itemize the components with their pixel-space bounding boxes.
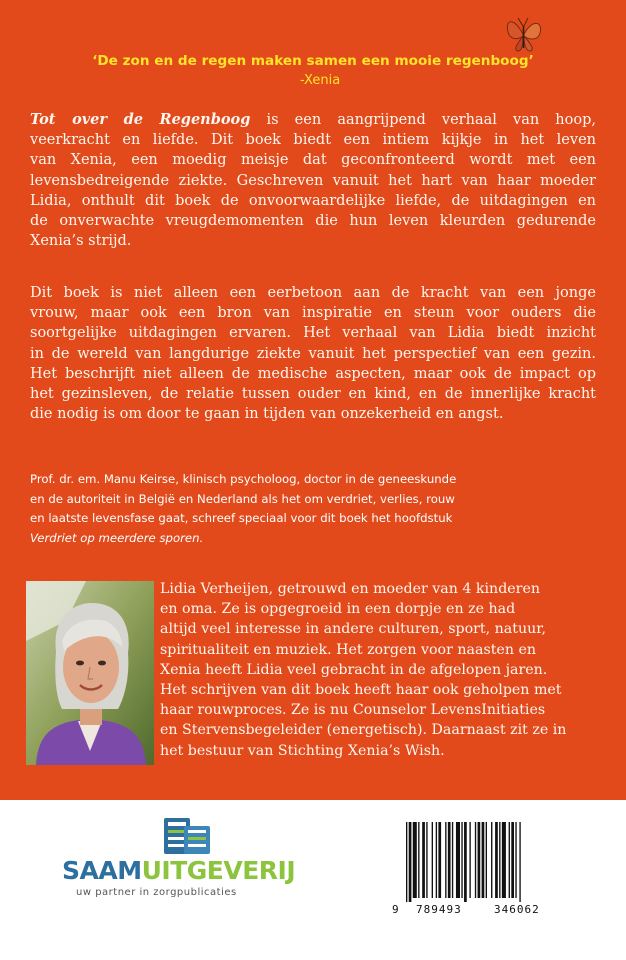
barcode-bar bbox=[422, 822, 425, 898]
intro-line: Lidia, onthult dit boek de onvoorwaardelijke liefde, de uitdagingen en bbox=[30, 192, 596, 209]
barcode-bar bbox=[426, 822, 427, 898]
barcode-bar bbox=[469, 822, 470, 898]
bio-line: haar rouwproces. Ze is nu Counselor LevensInitiaties bbox=[160, 702, 546, 719]
bio-line: Het schrijven van dit boek heeft haar ook geholpen met bbox=[160, 682, 562, 699]
intro-line: van Xenia, een moedig meisje dat geconfronteerd wordt met een bbox=[30, 152, 596, 169]
barcode-bar bbox=[482, 822, 485, 898]
bio-line: Lidia Verheijen, getrouwd en moeder van 4 kinderen bbox=[160, 581, 540, 597]
barcode-bar bbox=[475, 822, 476, 898]
barcode-bar bbox=[464, 822, 467, 902]
author-bio bbox=[160, 579, 600, 761]
barcode-bar bbox=[491, 822, 492, 898]
bio-line: het bestuur van Stichting Xenia’s Wish. bbox=[160, 742, 445, 759]
barcode-bar bbox=[409, 822, 412, 902]
paragraph-line: soortgelijke uitdagingen ervaren. Het verhaal van Lidia biedt inzicht bbox=[30, 325, 596, 342]
paragraph-line: vrouw, maar ook een bron van inspiratie en steun voor ouders die bbox=[30, 305, 596, 322]
paragraph-line: Dit boek is niet alleen een eerbetoon aan de kracht van een jonge bbox=[30, 285, 596, 301]
barcode-bar bbox=[452, 822, 453, 898]
barcode-bar bbox=[445, 822, 446, 898]
intro-paragraph bbox=[30, 110, 596, 251]
books-logo-icon bbox=[162, 816, 212, 856]
bio-line: en Stervensbegeleider (energetisch). Daarnaast zit ze in bbox=[160, 722, 567, 739]
intro-line: Xenia’s strijd. bbox=[30, 233, 132, 250]
bio-line: Xenia heeft Lidia veel gebracht in de afgelopen jaren. bbox=[160, 661, 548, 678]
intro-line: Tot over de Regenboog is een aangrijpend verhaal van hoop, bbox=[30, 111, 596, 128]
intro-line: veerkracht en liefde. Dit boek biedt een intiem kijkje in het leven bbox=[30, 132, 596, 149]
barcode-bar bbox=[495, 822, 498, 898]
barcode-bar bbox=[499, 822, 500, 898]
note-line: en de autoriteit in België en Nederland als het om verdriet, verlies, rouw bbox=[30, 491, 455, 506]
barcode-bar bbox=[406, 822, 407, 902]
barcode-bar bbox=[436, 822, 437, 898]
intro-line: levensbedreigende ziekte. Geschreven vanuit het hart van haar moeder bbox=[30, 172, 596, 189]
bio-line: en oma. Ze is opgegroeid in een dorpje en ze had bbox=[160, 601, 516, 618]
paragraph-line: die nodig is om door te gaan in tijden van onzekerheid en angst. bbox=[30, 406, 504, 423]
barcode-bar bbox=[486, 822, 487, 898]
note-line: Prof. dr. em. Manu Keirse, klinisch psycholoog, doctor in de geneeskunde bbox=[30, 472, 457, 486]
keirse-note bbox=[30, 470, 596, 548]
barcode-bar bbox=[448, 822, 451, 898]
barcode-bar bbox=[509, 822, 510, 898]
intro-line: de onverwachte vreugdemomenten die hun leven kleurden gedurende bbox=[30, 213, 596, 230]
paragraph-line: het gezinsleven, de relatie tussen ouder en kind, en de innerlijke kracht bbox=[30, 386, 596, 403]
bio-line: spiritualiteit en muziek. Het zorgen voor naasten en bbox=[160, 641, 537, 658]
barcode-bar bbox=[456, 822, 460, 898]
paragraph-line: Het beschrijft niet alleen de medische aspecten, maar ook de impact op bbox=[30, 365, 596, 382]
isbn-barcode bbox=[392, 822, 560, 902]
barcode-bar bbox=[461, 822, 462, 898]
butterfly-icon bbox=[503, 14, 545, 54]
barcode-bar bbox=[519, 822, 520, 902]
second-paragraph bbox=[30, 283, 596, 424]
barcode-bar bbox=[502, 822, 506, 898]
paragraph-line: in de wereld van langdurige ziekte vanuit het perspectief van een gezin. bbox=[30, 345, 596, 362]
barcode-first-digit: 9 bbox=[392, 903, 399, 916]
barcode-bar bbox=[515, 822, 516, 898]
barcode-bar bbox=[432, 822, 433, 898]
barcode-bar bbox=[511, 822, 514, 898]
quote-text: ‘De zon en de regen maken samen een mooie regenboog’ bbox=[92, 53, 534, 69]
publisher-logo: SAAMUITGEVERIJ bbox=[62, 856, 296, 885]
author-photo bbox=[26, 581, 154, 765]
barcode-bar bbox=[478, 822, 481, 898]
book-title: Tot over de Regenboog bbox=[30, 111, 251, 128]
barcode-bar bbox=[438, 822, 441, 898]
barcode-group-left: 789493 bbox=[416, 903, 462, 916]
barcode-bar bbox=[418, 822, 419, 898]
note-line: en laatste levensfase gaat, schreef speciaal voor dit boek het hoofdstuk bbox=[30, 511, 453, 525]
quote-author: -Xenia bbox=[300, 73, 341, 88]
chapter-title: Verdriet op meerdere sporen. bbox=[30, 530, 204, 545]
publisher-tagline: uw partner in zorgpublicaties bbox=[76, 887, 237, 898]
barcode-group-right: 346062 bbox=[494, 903, 540, 916]
bio-line: altijd veel interesse in andere culturen, sport, natuur, bbox=[160, 621, 546, 638]
barcode-bar bbox=[413, 822, 417, 898]
